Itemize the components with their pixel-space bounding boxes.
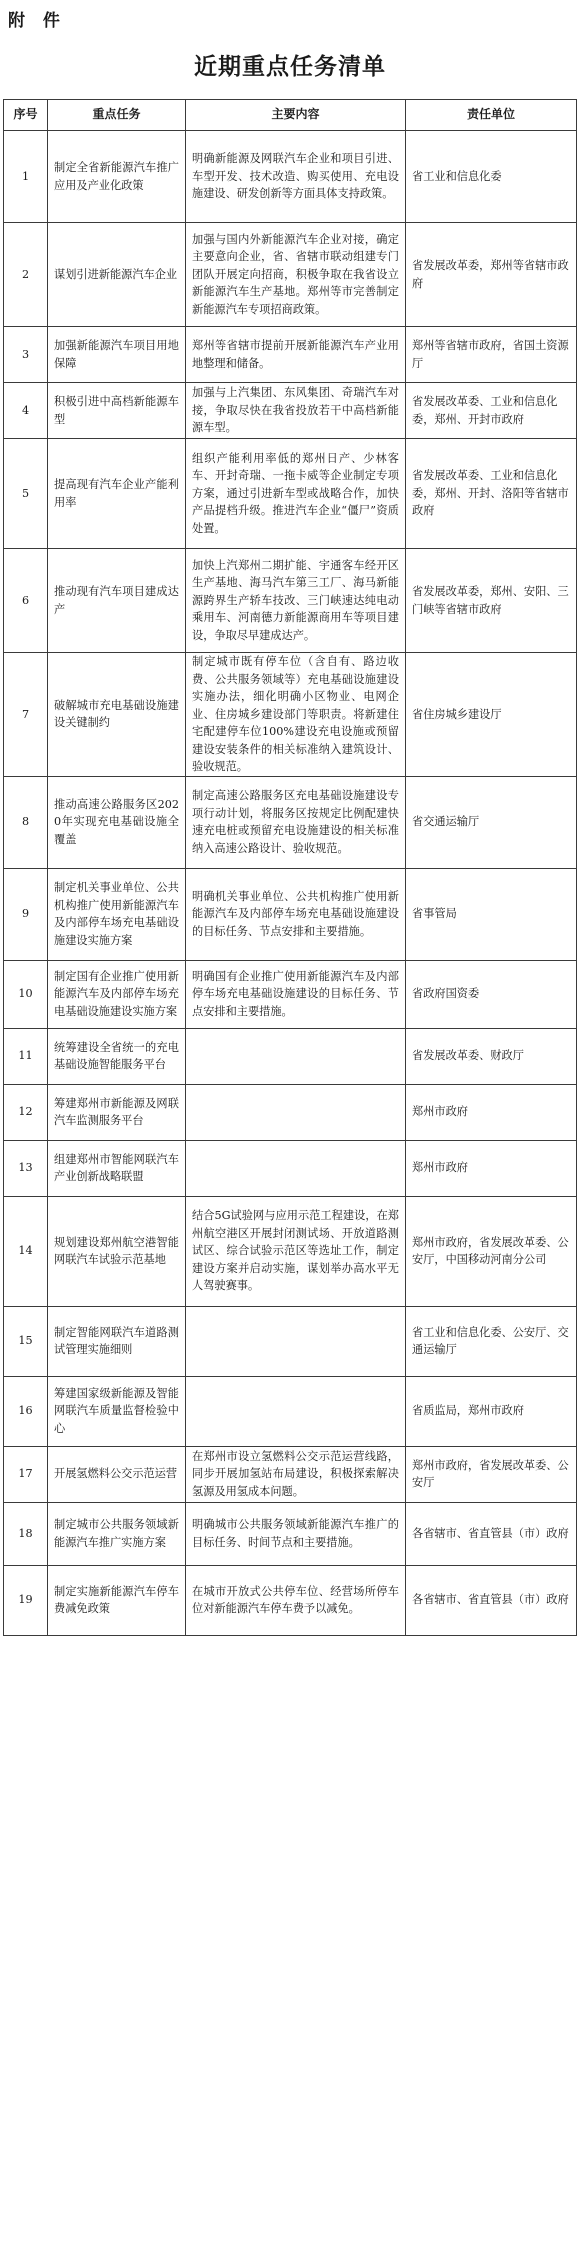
row-task: 制定机关事业单位、公共机构推广使用新能源汽车及内部停车场充电基础设施建设实施方案: [48, 868, 186, 960]
row-number: 2: [4, 223, 48, 327]
header-unit: 责任单位: [406, 100, 577, 131]
header-task: 重点任务: [48, 100, 186, 131]
row-number: 17: [4, 1446, 48, 1502]
row-number: 15: [4, 1306, 48, 1376]
row-content: 组织产能利用率低的郑州日产、少林客车、开封奇瑞、一拖卡威等企业制定专项方案，通过引进新车型或战略合作，加快产品提档升级。推进汽车企业“僵尸”资质处置。: [186, 439, 406, 549]
row-unit: 省发展改革委、工业和信息化委，郑州、开封市政府: [406, 383, 577, 439]
row-content: 明确新能源及网联汽车企业和项目引进、车型开发、技术改造、购买使用、充电设施建设、研发创新等方面具体支持政策。: [186, 131, 406, 223]
row-unit: 省政府国资委: [406, 960, 577, 1028]
header-no: 序号: [4, 100, 48, 131]
row-task: 制定智能网联汽车道路测试管理实施细则: [48, 1306, 186, 1376]
table-row: [4, 439, 577, 549]
row-task: 规划建设郑州航空港智能网联汽车试验示范基地: [48, 1196, 186, 1306]
table-row: [4, 1565, 577, 1635]
table-row: [4, 776, 577, 868]
row-task: 开展氢燃料公交示范运营: [48, 1446, 186, 1502]
row-content: 结合5G试验网与应用示范工程建设，在郑州航空港区开展封闭测试场、开放道路测试区、综合试验示范区等选址工作，制定建设方案并启动实施，谋划举办高水平无人驾驶赛事。: [186, 1196, 406, 1306]
row-task: 筹建国家级新能源及智能网联汽车质量监督检验中心: [48, 1376, 186, 1446]
table-row: [4, 1306, 577, 1376]
row-task: 制定全省新能源汽车推广应用及产业化政策: [48, 131, 186, 223]
row-content: 加强与上汽集团、东风集团、奇瑞汽车对接，争取尽快在我省投放若干中高档新能源车型。: [186, 383, 406, 439]
table-row: [4, 1376, 577, 1446]
row-content: 加快上汽郑州二期扩能、宇通客车经开区生产基地、海马汽车第三工厂、海马新能源跨界生产轿车技改、三门峡速达纯电动乘用车、河南德力新能源商用车等项目建设，争取尽早建成达产。: [186, 549, 406, 653]
row-unit: 省工业和信息化委: [406, 131, 577, 223]
row-content: [186, 1028, 406, 1084]
table-row: [4, 131, 577, 223]
row-unit: 省事管局: [406, 868, 577, 960]
table-row: [4, 1502, 577, 1565]
row-number: 3: [4, 327, 48, 383]
row-unit: 郑州市政府: [406, 1140, 577, 1196]
table-row: [4, 960, 577, 1028]
table-row: [4, 1446, 577, 1502]
row-unit: 省发展改革委、工业和信息化委，郑州、开封、洛阳等省辖市政府: [406, 439, 577, 549]
row-number: 13: [4, 1140, 48, 1196]
row-content: 制定城市既有停车位（含自有、路边收费、公共服务领域等）充电基础设施建设实施办法，细化明确小区物业、电网企业、住房城乡建设部门等职责。将新建住宅配建停车位100%建设充电设施或预留建设安装条件的相关标准纳入建筑设计、验收规范。: [186, 653, 406, 777]
row-number: 14: [4, 1196, 48, 1306]
row-task: 统筹建设全省统一的充电基础设施智能服务平台: [48, 1028, 186, 1084]
row-task: 推动现有汽车项目建成达产: [48, 549, 186, 653]
row-task: 提高现有汽车企业产能利用率: [48, 439, 186, 549]
row-content: 郑州等省辖市提前开展新能源汽车产业用地整理和储备。: [186, 327, 406, 383]
table-row: [4, 1084, 577, 1140]
row-task: 积极引进中高档新能源车型: [48, 383, 186, 439]
row-number: 10: [4, 960, 48, 1028]
row-content: 在城市开放式公共停车位、经营场所停车位对新能源汽车停车费予以减免。: [186, 1565, 406, 1635]
row-task: 推动高速公路服务区2020年实现充电基础设施全覆盖: [48, 776, 186, 868]
row-task: 组建郑州市智能网联汽车产业创新战略联盟: [48, 1140, 186, 1196]
row-number: 6: [4, 549, 48, 653]
row-content: [186, 1084, 406, 1140]
row-unit: 省工业和信息化委、公安厅、交通运输厅: [406, 1306, 577, 1376]
row-unit: 郑州市政府: [406, 1084, 577, 1140]
row-content: 制定高速公路服务区充电基础设施建设专项行动计划，将服务区按规定比例配建快速充电桩或预留充电设施建设的相关标准纳入高速公路设计、验收规范。: [186, 776, 406, 868]
row-task: 制定城市公共服务领域新能源汽车推广实施方案: [48, 1502, 186, 1565]
row-unit: 各省辖市、省直管县（市）政府: [406, 1565, 577, 1635]
row-unit: 省住房城乡建设厅: [406, 653, 577, 777]
row-task: 加强新能源汽车项目用地保障: [48, 327, 186, 383]
row-unit: 省质监局，郑州市政府: [406, 1376, 577, 1446]
row-number: 7: [4, 653, 48, 777]
row-unit: 省发展改革委，郑州等省辖市政府: [406, 223, 577, 327]
row-unit: 郑州市政府，省发展改革委、公安厅，中国移动河南分公司: [406, 1196, 577, 1306]
table-row: [4, 549, 577, 653]
row-number: 1: [4, 131, 48, 223]
row-content: 明确城市公共服务领域新能源汽车推广的目标任务、时间节点和主要措施。: [186, 1502, 406, 1565]
row-content: [186, 1140, 406, 1196]
row-unit: 省发展改革委，郑州、安阳、三门峡等省辖市政府: [406, 549, 577, 653]
table-row: [4, 868, 577, 960]
row-unit: 省发展改革委、财政厅: [406, 1028, 577, 1084]
row-content: [186, 1306, 406, 1376]
row-task: 制定国有企业推广使用新能源汽车及内部停车场充电基础设施建设实施方案: [48, 960, 186, 1028]
row-number: 12: [4, 1084, 48, 1140]
row-task: 制定实施新能源汽车停车费减免政策: [48, 1565, 186, 1635]
row-number: 11: [4, 1028, 48, 1084]
row-content: [186, 1376, 406, 1446]
row-unit: 郑州市政府，省发展改革委、公安厅: [406, 1446, 577, 1502]
row-unit: 郑州等省辖市政府，省国土资源厅: [406, 327, 577, 383]
row-content: 加强与国内外新能源汽车企业对接，确定主要意向企业，省、省辖市联动组建专门团队开展定向招商，积极争取在我省设立新能源汽车生产基地。郑州等市完善制定新能源汽车专项招商政策。: [186, 223, 406, 327]
attachment-label: 附 件: [8, 11, 66, 31]
row-number: 8: [4, 776, 48, 868]
header-content: 主要内容: [186, 100, 406, 131]
table-row: [4, 383, 577, 439]
row-number: 19: [4, 1565, 48, 1635]
row-number: 9: [4, 868, 48, 960]
row-content: 在郑州市设立氢燃料公交示范运营线路，同步开展加氢站布局建设，积极探索解决氢源及用氢成本问题。: [186, 1446, 406, 1502]
table-row: [4, 223, 577, 327]
page-title: 近期重点任务清单: [194, 54, 386, 80]
row-task: 筹建郑州市新能源及网联汽车监测服务平台: [48, 1084, 186, 1140]
table-row: [4, 327, 577, 383]
table-header-row: [4, 100, 577, 131]
row-unit: 各省辖市、省直管县（市）政府: [406, 1502, 577, 1565]
row-number: 18: [4, 1502, 48, 1565]
table-row: [4, 1196, 577, 1306]
row-content: 明确国有企业推广使用新能源汽车及内部停车场充电基础设施建设的目标任务、节点安排和主要措施。: [186, 960, 406, 1028]
row-unit: 省交通运输厅: [406, 776, 577, 868]
table-row: [4, 1028, 577, 1084]
row-number: 5: [4, 439, 48, 549]
row-task: 破解城市充电基础设施建设关键制约: [48, 653, 186, 777]
row-content: 明确机关事业单位、公共机构推广使用新能源汽车及内部停车场充电基础设施建设的目标任务、节点安排和主要措施。: [186, 868, 406, 960]
row-task: 谋划引进新能源汽车企业: [48, 223, 186, 327]
table-row: [4, 653, 577, 777]
table-row: [4, 1140, 577, 1196]
task-table: [3, 99, 577, 1636]
row-number: 4: [4, 383, 48, 439]
row-number: 16: [4, 1376, 48, 1446]
